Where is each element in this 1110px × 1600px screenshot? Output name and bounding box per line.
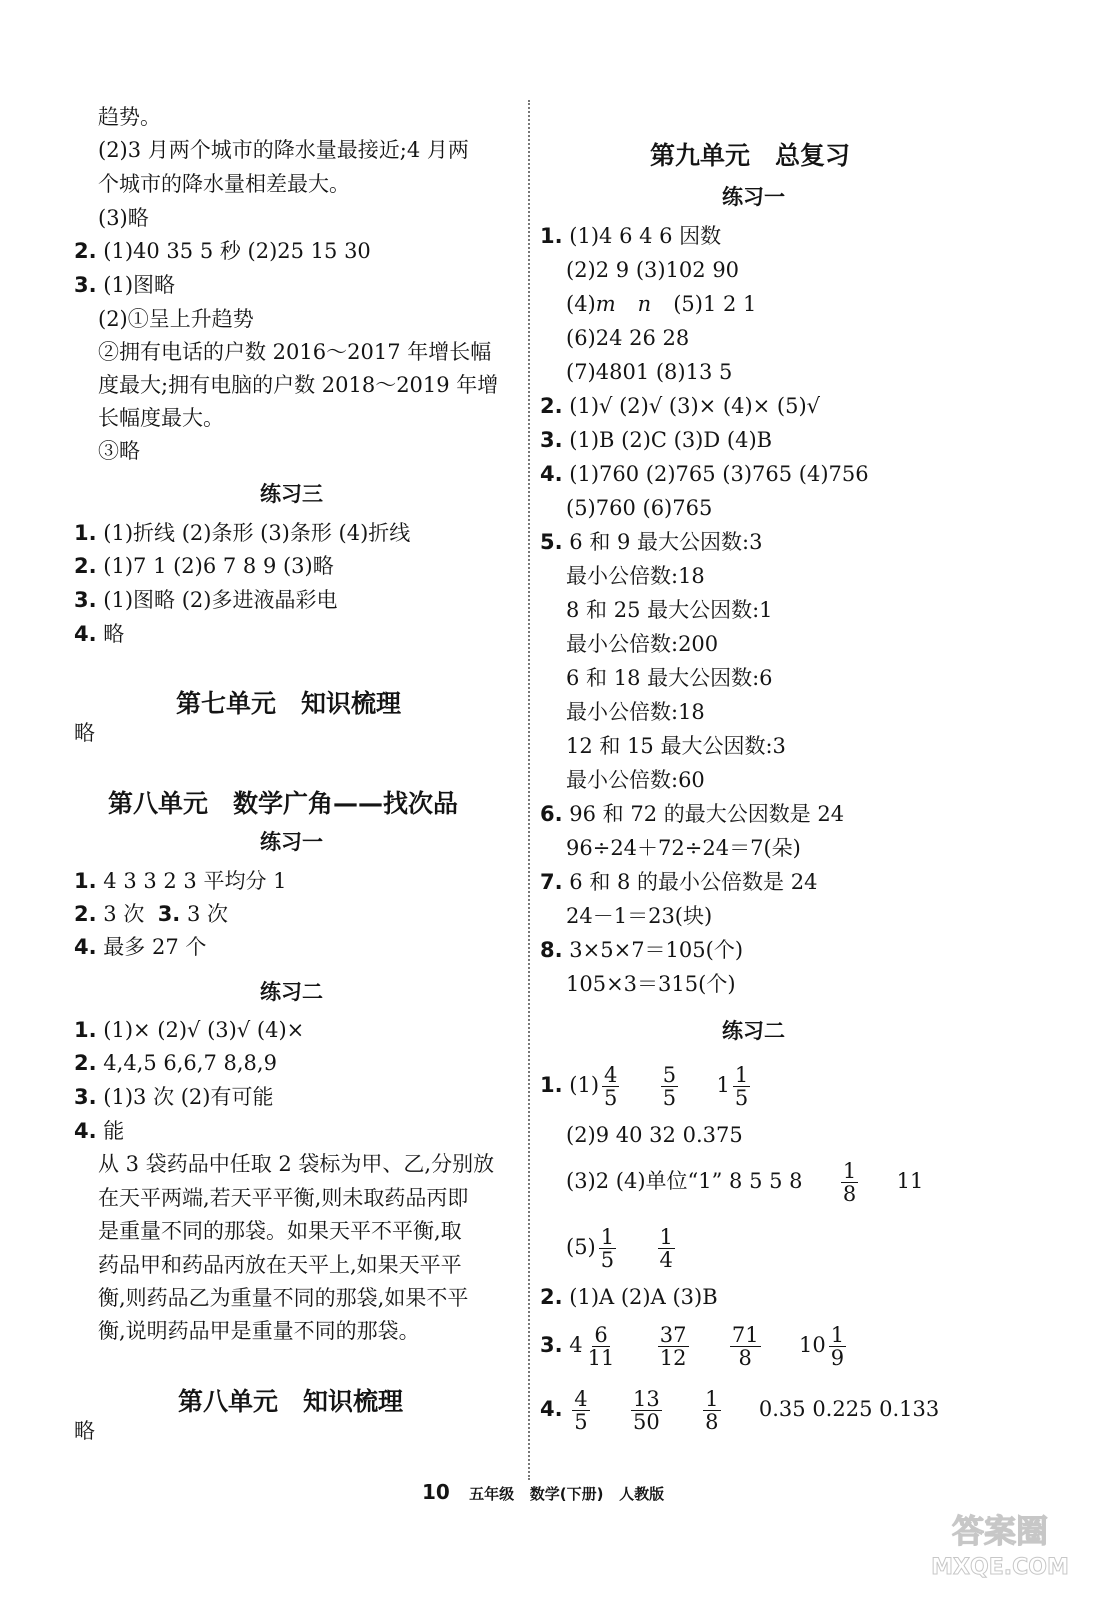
item-number: 1. xyxy=(74,869,97,893)
answer-text: (1) xyxy=(569,1073,600,1097)
answer-line xyxy=(74,587,337,613)
answer-text: (5)1 2 1 xyxy=(673,292,757,316)
denominator: 12 xyxy=(659,1346,687,1370)
watermark-text: 答案圈 xyxy=(951,1512,1049,1550)
answer-text: (4) xyxy=(566,292,596,316)
answer-text: (1)4 6 4 6 因数 xyxy=(569,224,722,248)
text-line: (2)①呈上升趋势 xyxy=(98,307,254,331)
fraction xyxy=(658,1226,675,1271)
denominator: 5 xyxy=(574,1410,588,1434)
answer-line xyxy=(540,1322,849,1369)
item-number: 1. xyxy=(74,1018,97,1042)
text-line: 最小公倍数:18 xyxy=(566,700,705,724)
answer-text: 4,4,5 6,6,7 8,8,9 xyxy=(103,1051,277,1075)
text-line: 趋势。 xyxy=(98,105,161,129)
column-divider xyxy=(528,100,530,1480)
answer-line xyxy=(540,1284,718,1310)
fraction xyxy=(661,1064,678,1109)
text-line: 从 3 袋药品中任取 2 袋标为甲、乙,分别放 xyxy=(98,1152,495,1176)
item-number: 3. xyxy=(157,902,181,926)
answer-line xyxy=(540,529,762,555)
fraction xyxy=(602,1064,619,1109)
answer-text: (1)3 次 (2)有可能 xyxy=(103,1085,274,1109)
text-line: 8 和 25 最大公因数:1 xyxy=(566,598,773,622)
fraction xyxy=(730,1324,761,1369)
answer-line xyxy=(540,223,721,249)
answer-text: (1)A (2)A (3)B xyxy=(569,1285,718,1309)
whole-number: 10 xyxy=(798,1333,826,1357)
answer-text: (3)2 (4)单位“1” 8 5 5 8 xyxy=(566,1169,803,1193)
variable-m: m xyxy=(595,292,616,316)
answer-line xyxy=(540,1386,939,1433)
item-number: 4. xyxy=(74,622,97,646)
answer-text: 11 xyxy=(896,1169,924,1193)
answer-line xyxy=(540,937,743,963)
numerator: 37 xyxy=(659,1323,687,1347)
answer-line xyxy=(74,553,334,579)
denominator: 50 xyxy=(633,1410,660,1434)
answer-text: 96 和 72 的最大公因数是 24 xyxy=(569,802,845,826)
item-number: 1. xyxy=(540,224,563,248)
text-line: (6)24 26 28 xyxy=(566,326,690,350)
answer-text: (1)× (2)√ (3)√ (4)× xyxy=(103,1018,305,1042)
answer-text: 3 次 xyxy=(186,902,229,926)
denominator: 8 xyxy=(738,1346,752,1370)
text-line: 衡,说明药品甲是重量不同的那袋。 xyxy=(98,1319,420,1343)
text-line: (3)略 xyxy=(98,206,149,230)
exercise-title: 练习一 xyxy=(722,185,785,209)
answer-line xyxy=(74,934,206,960)
item-number: 3. xyxy=(74,1085,97,1109)
text-line: (7)4801 (8)13 5 xyxy=(566,360,733,384)
text-line: (2)2 9 (3)102 90 xyxy=(566,258,740,282)
fraction xyxy=(733,1064,750,1109)
numerator: 1 xyxy=(705,1387,719,1411)
answer-text: (1)B (2)C (3)D (4)B xyxy=(569,428,773,452)
numerator: 1 xyxy=(659,1225,673,1249)
page-number: 10 xyxy=(422,1480,450,1504)
text-line: 24－1＝23(块) xyxy=(566,904,713,928)
watermark-logo xyxy=(910,1502,1090,1582)
fraction xyxy=(658,1324,689,1369)
numerator: 4 xyxy=(574,1387,588,1411)
item-number: 8. xyxy=(540,938,563,962)
answer-line xyxy=(74,520,410,546)
denominator: 8 xyxy=(842,1182,857,1206)
text-line: 6 和 18 最大公因数:6 xyxy=(566,666,773,690)
item-number: 4. xyxy=(540,1397,563,1421)
fraction xyxy=(586,1324,617,1369)
item-number: 4. xyxy=(540,462,563,486)
answer-text: 6 和 9 最大公因数:3 xyxy=(569,530,763,554)
text-line: 度最大;拥有电脑的户数 2018～2019 年增 xyxy=(98,373,499,397)
footer-grade: 五年级 xyxy=(469,1485,515,1503)
item-number: 3. xyxy=(540,428,563,452)
text-line: 最小公倍数:60 xyxy=(566,768,705,792)
denominator: 5 xyxy=(604,1086,618,1110)
text-line: 药品甲和药品丙放在天平上,如果天平平 xyxy=(98,1253,462,1277)
text-line: ③略 xyxy=(98,439,140,463)
answer-text: (5) xyxy=(566,1235,596,1259)
answer-text: (1)√ (2)√ (3)× (4)× (5)√ xyxy=(569,394,821,418)
answer-line xyxy=(74,868,287,894)
text-line: (2)3 月两个城市的降水量最接近;4 月两 xyxy=(98,138,469,162)
answer-text: 0.35 0.225 0.133 xyxy=(758,1397,940,1421)
answer-text: 最多 27 个 xyxy=(103,935,207,959)
answer-line xyxy=(74,1118,124,1144)
answer-text: 3 次 xyxy=(103,902,145,926)
exercise-title: 练习二 xyxy=(260,980,323,1004)
unit-title: 第九单元 总复习 xyxy=(650,141,851,170)
item-number: 4. xyxy=(74,935,97,959)
exercise-title: 练习三 xyxy=(260,482,323,506)
answer-text: (1)图略 xyxy=(103,273,176,297)
text-line: ②拥有电话的户数 2016～2017 年增长幅 xyxy=(98,340,492,364)
answer-line xyxy=(540,393,820,419)
numerator: 1 xyxy=(734,1063,749,1087)
denominator: 4 xyxy=(659,1248,673,1272)
watermark-url: MXQE.COM xyxy=(931,1555,1069,1580)
answer-line xyxy=(540,801,844,827)
text-line: 最小公倍数:18 xyxy=(566,564,705,588)
exercise-title: 练习一 xyxy=(260,830,323,854)
variable-n: n xyxy=(637,292,652,316)
item-number: 3. xyxy=(74,273,97,297)
text-line: 略 xyxy=(74,721,95,745)
fraction xyxy=(829,1324,846,1369)
fraction xyxy=(703,1388,720,1433)
answer-text: (1)折线 (2)条形 (3)条形 (4)折线 xyxy=(103,521,411,545)
footer-edition: 人教版 xyxy=(619,1485,665,1503)
item-number: 7. xyxy=(540,870,563,894)
item-number: 2. xyxy=(74,239,97,263)
whole-number: 4 xyxy=(569,1333,583,1357)
answer-line xyxy=(540,427,772,453)
exercise-title: 练习二 xyxy=(722,1019,785,1043)
text-line: 在天平两端,若天平平衡,则未取药品丙即 xyxy=(98,1186,469,1210)
answer-text: 6 和 8 的最小公倍数是 24 xyxy=(569,870,818,894)
denominator: 9 xyxy=(830,1346,845,1370)
item-number: 2. xyxy=(540,1285,563,1309)
text-line: 最小公倍数:200 xyxy=(566,632,719,656)
answer-line xyxy=(74,272,175,298)
text-line: 是重量不同的那袋。如果天平不平衡,取 xyxy=(98,1219,462,1243)
item-number: 2. xyxy=(74,554,97,578)
denominator: 5 xyxy=(734,1086,749,1110)
unit-title: 第八单元 知识梳理 xyxy=(178,1387,404,1416)
answer-text: (1)图略 (2)多进液晶彩电 xyxy=(103,588,338,612)
text-line: 略 xyxy=(74,1419,95,1443)
answer-text: 能 xyxy=(103,1119,125,1143)
item-number: 5. xyxy=(540,530,563,554)
fraction xyxy=(841,1160,858,1205)
answer-text: 略 xyxy=(103,622,125,646)
answer-line xyxy=(74,1017,304,1043)
numerator: 5 xyxy=(662,1063,677,1087)
denominator: 11 xyxy=(587,1346,615,1370)
answer-line xyxy=(540,461,869,487)
footer-subject: 数学(下册) xyxy=(529,1485,604,1503)
answer-line xyxy=(74,1084,274,1110)
numerator: 13 xyxy=(633,1387,660,1411)
unit-title: 第七单元 知识梳理 xyxy=(176,689,402,718)
text-line: 96÷24＋72÷24＝7(朵) xyxy=(566,836,801,860)
text-line: 衡,则药品乙为重量不同的那袋,如果不平 xyxy=(98,1286,469,1310)
text-line: 105×3＝315(个) xyxy=(566,972,736,996)
numerator: 1 xyxy=(842,1159,857,1183)
answer-text: 3×5×7＝105(个) xyxy=(569,938,744,962)
text-line xyxy=(566,1224,678,1271)
denominator: 8 xyxy=(705,1410,719,1434)
denominator: 5 xyxy=(600,1248,615,1272)
text-line xyxy=(566,291,756,317)
item-number: 6. xyxy=(540,802,563,826)
fraction xyxy=(631,1388,662,1433)
text-line: 长幅度最大。 xyxy=(98,406,224,430)
text-line xyxy=(566,1158,923,1205)
answer-text: (1)760 (2)765 (3)765 (4)756 xyxy=(569,462,869,486)
answer-line xyxy=(74,1050,277,1076)
answer-line xyxy=(74,621,124,647)
numerator: 1 xyxy=(830,1323,845,1347)
text-line: 个城市的降水量相差最大。 xyxy=(98,172,350,196)
item-number: 3. xyxy=(540,1333,563,1357)
numerator: 1 xyxy=(600,1225,615,1249)
item-number: 2. xyxy=(74,1051,97,1075)
answer-text: 4 3 3 2 3 平均分 1 xyxy=(103,869,287,893)
text-line: 12 和 15 最大公因数:3 xyxy=(566,734,786,758)
answer-line xyxy=(540,1062,753,1109)
item-number: 4. xyxy=(74,1119,97,1143)
text-line: (5)760 (6)765 xyxy=(566,496,713,520)
page-footer xyxy=(422,1480,664,1504)
numerator: 71 xyxy=(731,1323,759,1347)
denominator: 5 xyxy=(662,1086,677,1110)
item-number: 3. xyxy=(74,588,97,612)
whole-number: 1 xyxy=(716,1073,730,1097)
unit-title: 第八单元 数学广角——找次品 xyxy=(108,789,459,818)
answer-line xyxy=(74,901,228,927)
numerator: 6 xyxy=(594,1323,608,1347)
item-number: 2. xyxy=(74,902,97,926)
fraction xyxy=(599,1226,616,1271)
answer-text: (1)40 35 5 秒 (2)25 15 30 xyxy=(103,239,371,263)
answer-line xyxy=(540,869,817,895)
item-number: 1. xyxy=(74,521,97,545)
text-line: (2)9 40 32 0.375 xyxy=(566,1123,743,1147)
item-number: 1. xyxy=(540,1073,563,1097)
numerator: 4 xyxy=(604,1063,618,1087)
answer-text: (1)7 1 (2)6 7 8 9 (3)略 xyxy=(103,554,334,578)
fraction xyxy=(572,1388,589,1433)
answer-line xyxy=(74,238,371,264)
item-number: 2. xyxy=(540,394,563,418)
